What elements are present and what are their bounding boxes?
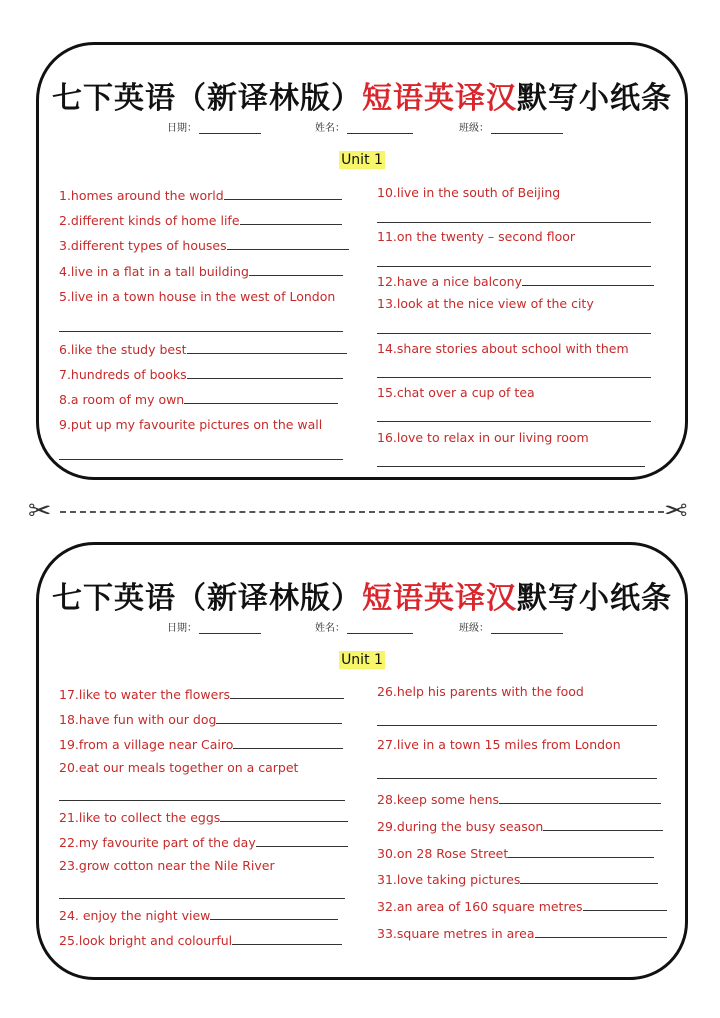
list-item: 30.on 28 Rose Street: [377, 845, 654, 861]
list-item: 8.a room of my own: [59, 391, 338, 407]
answer-line[interactable]: [59, 898, 345, 899]
list-item: 9.put up my favourite pictures on the wall: [59, 417, 323, 432]
unit-label: Unit 1: [341, 152, 383, 168]
unit-label: Unit 1: [341, 652, 383, 668]
list-item: 24. enjoy the night view: [59, 907, 338, 923]
card-title: 七下英语（新译林版）短语英译汉默写小纸条: [52, 81, 672, 116]
list-item: 10.live in the south of Beijing: [377, 185, 561, 200]
list-item: 29.during the busy season: [377, 818, 663, 834]
list-item: 21.like to collect the eggs: [59, 809, 348, 825]
list-item: 20.eat our meals together on a carpet: [59, 760, 299, 775]
class-field[interactable]: 班级：: [459, 119, 563, 134]
answer-line[interactable]: [377, 377, 651, 378]
list-item: 27.live in a town 15 miles from London: [377, 737, 621, 752]
list-item: 14.share stories about school with them: [377, 341, 629, 356]
list-item: 11.on the twenty – second floor: [377, 229, 576, 244]
answer-line[interactable]: [59, 331, 343, 332]
date-field[interactable]: 日期：: [167, 119, 261, 134]
list-item: 16.love to relax in our living room: [377, 430, 589, 445]
answer-line[interactable]: [59, 459, 343, 460]
list-item: 13.look at the nice view of the city: [377, 296, 594, 311]
name-field[interactable]: 姓名：: [315, 119, 413, 134]
list-item: 17.like to water the flowers: [59, 686, 344, 702]
list-item: 28.keep some hens: [377, 791, 661, 807]
list-item: 19.from a village near Cairo: [59, 736, 343, 752]
list-item: 22.my favourite part of the day: [59, 834, 348, 850]
list-item: 18.have fun with our dog: [59, 711, 342, 727]
list-item: 23.grow cotton near the Nile River: [59, 858, 275, 873]
list-item: 32.an area of 160 square metres: [377, 898, 667, 914]
list-item: 1.homes around the world: [59, 187, 342, 203]
list-item: 12.have a nice balcony: [377, 273, 654, 289]
list-item: 3.different types of houses: [59, 237, 349, 253]
answer-line[interactable]: [377, 266, 651, 267]
answer-line[interactable]: [377, 725, 657, 726]
list-item: 26.help his parents with the food: [377, 684, 584, 699]
scissors-icon: ✂: [664, 494, 688, 527]
name-field[interactable]: 姓名：: [315, 619, 413, 634]
date-field[interactable]: 日期：: [167, 619, 261, 634]
answer-line[interactable]: [377, 778, 657, 779]
dictation-card-1: [36, 42, 688, 480]
answer-line[interactable]: [377, 222, 651, 223]
answer-line[interactable]: [59, 800, 345, 801]
answer-line[interactable]: [377, 421, 651, 422]
scissors-icon: ✂: [28, 494, 52, 527]
answer-line[interactable]: [377, 333, 651, 334]
list-item: 5.live in a town house in the west of London: [59, 289, 336, 304]
list-item: 33.square metres in area: [377, 925, 667, 941]
list-item: 4.live in a flat in a tall building: [59, 263, 343, 279]
list-item: 7.hundreds of books: [59, 366, 343, 382]
dictation-card-2: [36, 542, 688, 980]
list-item: 25.look bright and colourful: [59, 932, 342, 948]
list-item: 31.love taking pictures: [377, 871, 658, 887]
answer-line[interactable]: [377, 466, 645, 467]
cut-line: [60, 511, 664, 513]
class-field[interactable]: 班级：: [459, 619, 563, 634]
list-item: 6.like the study best: [59, 341, 347, 357]
list-item: 15.chat over a cup of tea: [377, 385, 535, 400]
list-item: 2.different kinds of home life: [59, 212, 342, 228]
card-title: 七下英语（新译林版）短语英译汉默写小纸条: [52, 581, 672, 616]
